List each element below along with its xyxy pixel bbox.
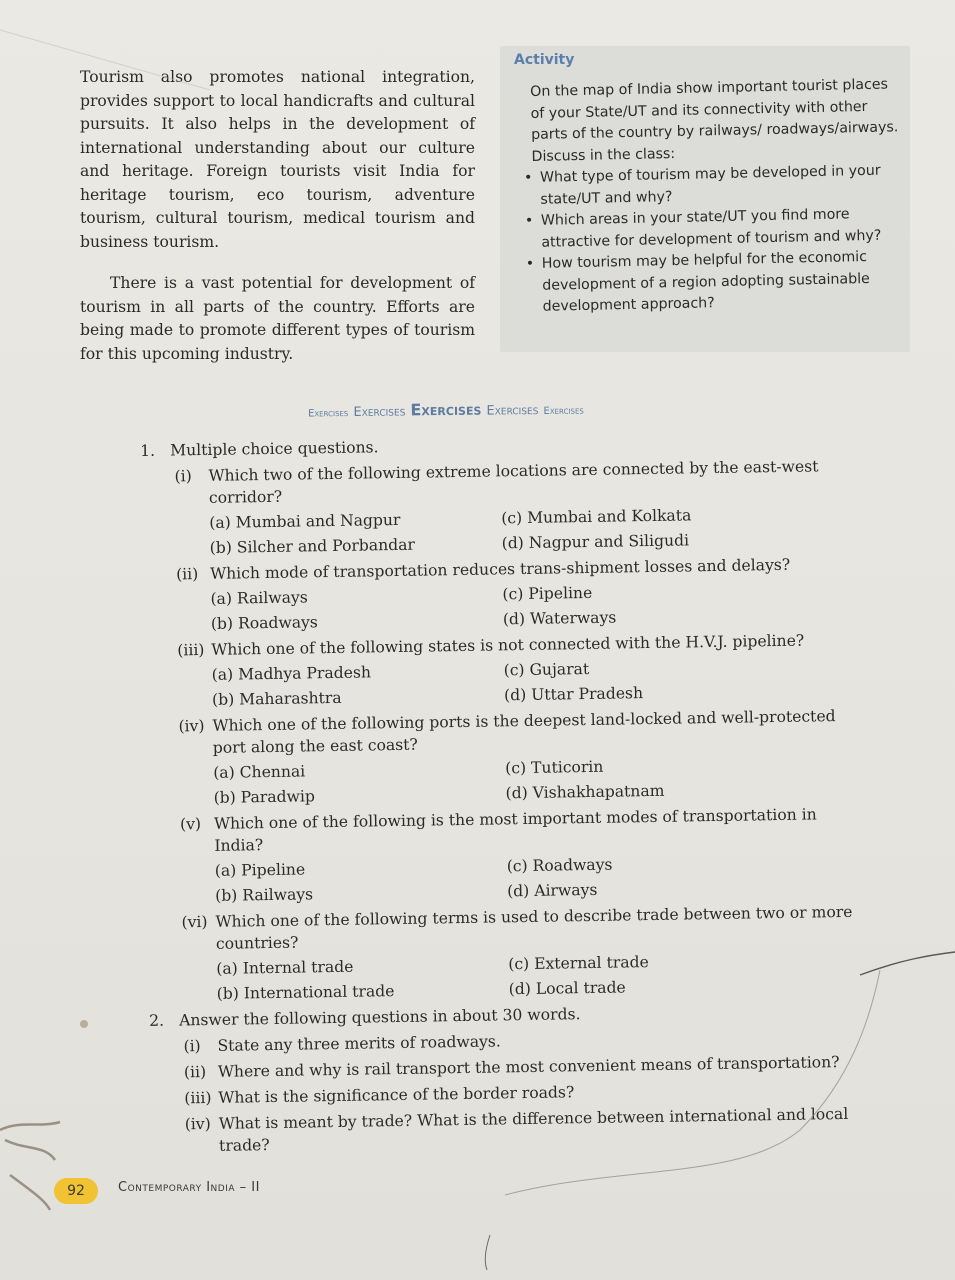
option: (c) Pipeline (502, 583, 593, 604)
short-answer-item: (iii) What is the significance of the border roads? (184, 1083, 575, 1108)
exercises-header: Exercises Exercises Exercises Exercises Exercises (307, 399, 584, 420)
activity-bullet: • How tourism may be helpful for the economic development of a region adopting sustainable development approach? (525, 248, 870, 315)
short-answer-item: (i) State any three merits of roadways. (183, 1032, 501, 1056)
question-2-heading: 2. Answer the following questions in about 30 words. (148, 1005, 581, 1030)
mcq-item: (i) Which two of the following extreme locations are connected by the east-west corridor? (174, 457, 819, 507)
option: (d) Vishakhapatnam (505, 781, 665, 803)
option: (d) Local trade (508, 978, 626, 999)
option: (d) Waterways (502, 608, 617, 629)
option: (c) Roadways (506, 855, 613, 876)
page-number-badge: 92 (54, 1178, 98, 1204)
bullet-icon: • (525, 255, 535, 273)
mcq-item: (v) Which one of the following is the most important modes of transportation in India? (179, 805, 817, 855)
mcq-options (148, 948, 859, 1006)
short-answer-item: (iv) What is meant by trade? What is the difference between international and local trade? (184, 1104, 849, 1155)
mcq-options (145, 752, 856, 810)
activity-bullet: • What type of tourism may be developed in your state/UT and why? (523, 162, 881, 208)
activity-title: Activity (514, 52, 575, 68)
question-2 (149, 999, 861, 1158)
option: (a) Internal trade (216, 957, 354, 978)
option: (a) Mumbai and Nagpur (209, 510, 401, 532)
option: (b) Silcher and Porbandar (209, 535, 416, 557)
question-1-heading: 1. Multiple choice questions. (140, 438, 379, 460)
option: (c) Gujarat (503, 659, 590, 680)
option: (b) Maharashtra (211, 688, 342, 709)
activity-discuss: Discuss in the class: (531, 145, 676, 165)
option: (c) Tuticorin (505, 757, 604, 778)
option: (d) Nagpur and Siligudi (501, 531, 690, 553)
option: (b) Railways (215, 885, 314, 905)
activity-bullet-list (523, 160, 905, 318)
mcq-options (144, 654, 855, 712)
tourism-paragraph-1: Tourism also promotes national integration, provides support to local handicrafts and cultural pursuits. It also helps in the development of international understanding about our culture and heritage. Foreign tourists visit India for heritage tourism, eco tourism, adventure tourism, cultural tourism, medical tourism and business tourism. (80, 68, 475, 251)
option: (a) Pipeline (214, 860, 306, 880)
option: (c) External trade (508, 953, 649, 974)
option: (d) Airways (506, 880, 598, 901)
mcq-options (142, 578, 853, 636)
activity-intro: On the map of India show important tourist places of your State/UT and its connectivity with other parts of the country by railways/ roadways/airways. (530, 76, 899, 143)
tourism-paragraph-2: There is a vast potential for development of tourism in all parts of the country. Efforts are being made to promote different types of tourism for this upcoming industry. (80, 274, 475, 363)
option: (b) International trade (216, 982, 395, 1003)
mcq-item: (vi) Which one of the following terms is used to describe trade between two or more countries? (181, 902, 853, 953)
bullet-icon: • (523, 169, 533, 187)
option: (c) Mumbai and Kolkata (501, 506, 692, 528)
exercise-questions (140, 429, 861, 1158)
option: (b) Roadways (210, 613, 319, 633)
option: (b) Paradwip (213, 787, 316, 807)
option: (d) Uttar Pradesh (503, 684, 644, 705)
option: (a) Chennai (213, 762, 306, 782)
short-answer-item: (ii) Where and why is rail transport the most convenient means of transportation? (183, 1053, 840, 1082)
activity-body (523, 74, 905, 318)
option: (a) Madhya Pradesh (211, 663, 372, 684)
activity-bullet: • Which areas in your state/UT you find more attractive for development of tourism and why? (524, 206, 882, 251)
bullet-icon: • (524, 212, 534, 230)
option: (a) Railways (210, 588, 308, 608)
mcq-options (141, 502, 852, 560)
mcq-options (147, 850, 858, 908)
book-title-footer: Contemporary India – II (118, 1180, 260, 1195)
mcq-item: (iv) Which one of the following ports is the deepest land-locked and well-protected port along the east coast? (178, 707, 836, 757)
mcq-item: (iii) Which one of the following states is not connected with the H.V.J. pipeline? (177, 631, 805, 660)
tourism-text-column (80, 66, 475, 366)
mcq-item: (ii) Which mode of transportation reduces trans-shipment losses and delays? (175, 555, 791, 584)
